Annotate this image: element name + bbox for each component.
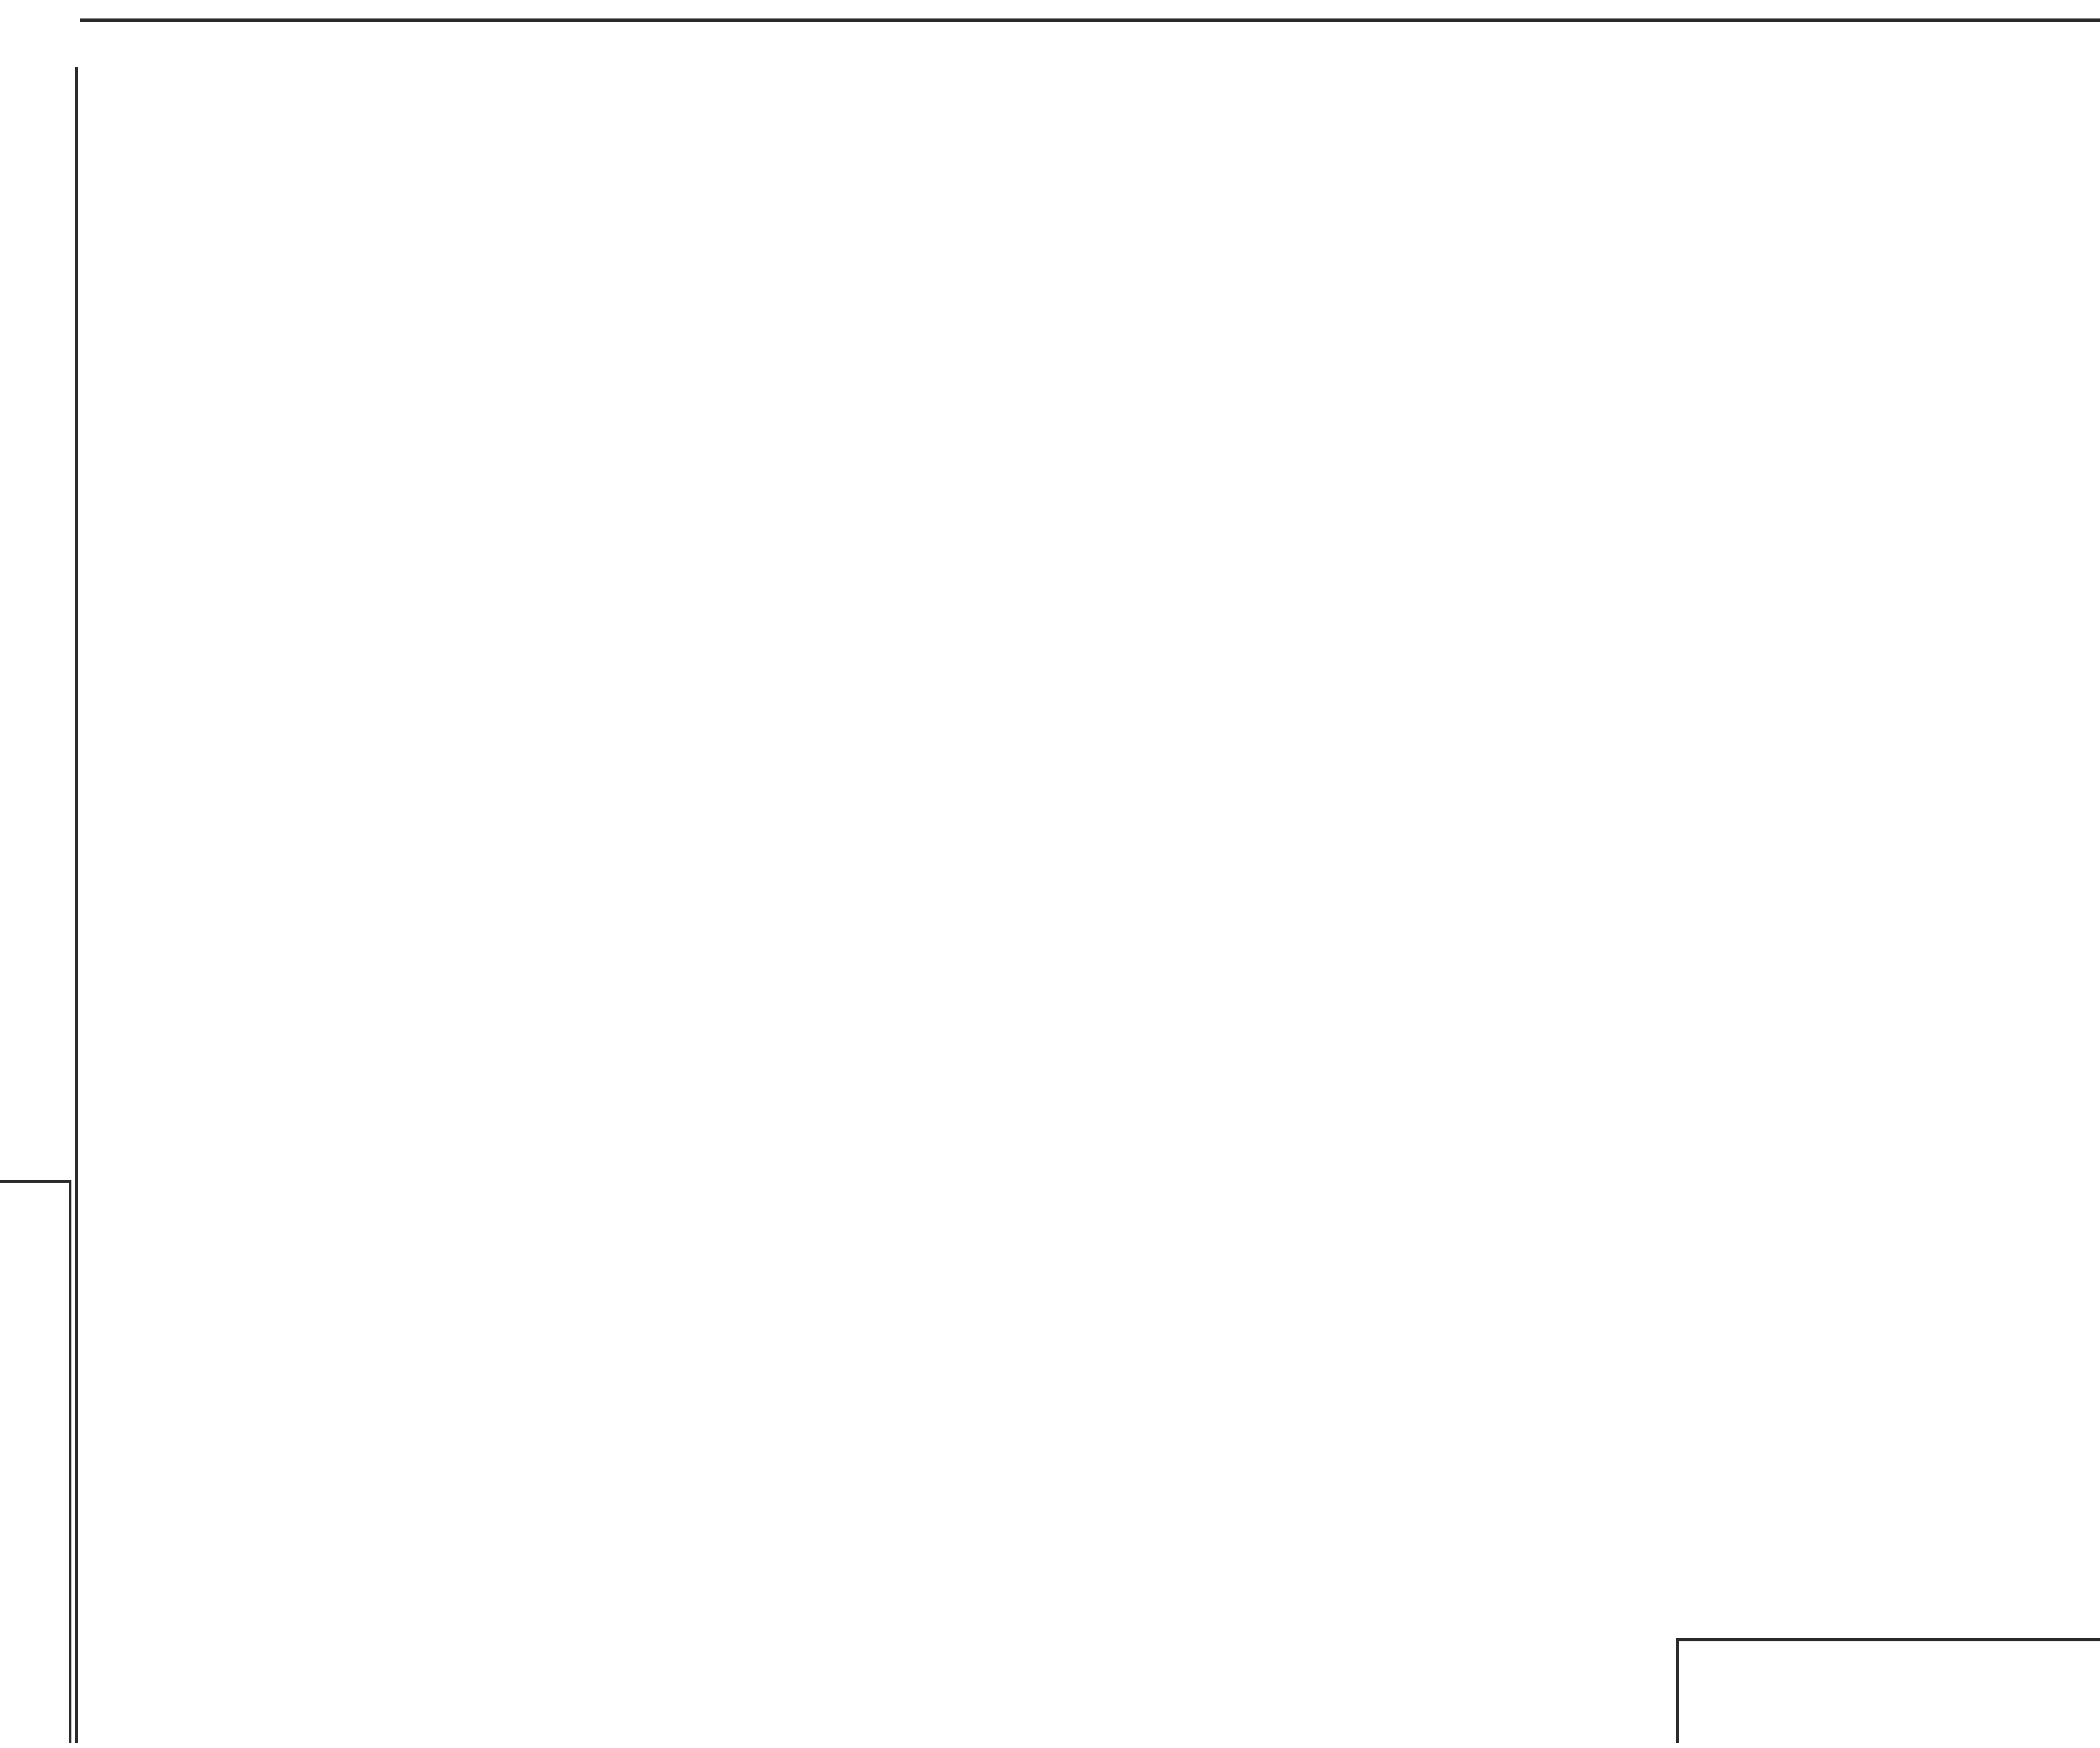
frame-top-border: [80, 18, 2100, 22]
frame-left-border: [75, 67, 78, 1743]
side-approval-stamp: [0, 1180, 71, 1743]
title-block: [1676, 1638, 2100, 1743]
